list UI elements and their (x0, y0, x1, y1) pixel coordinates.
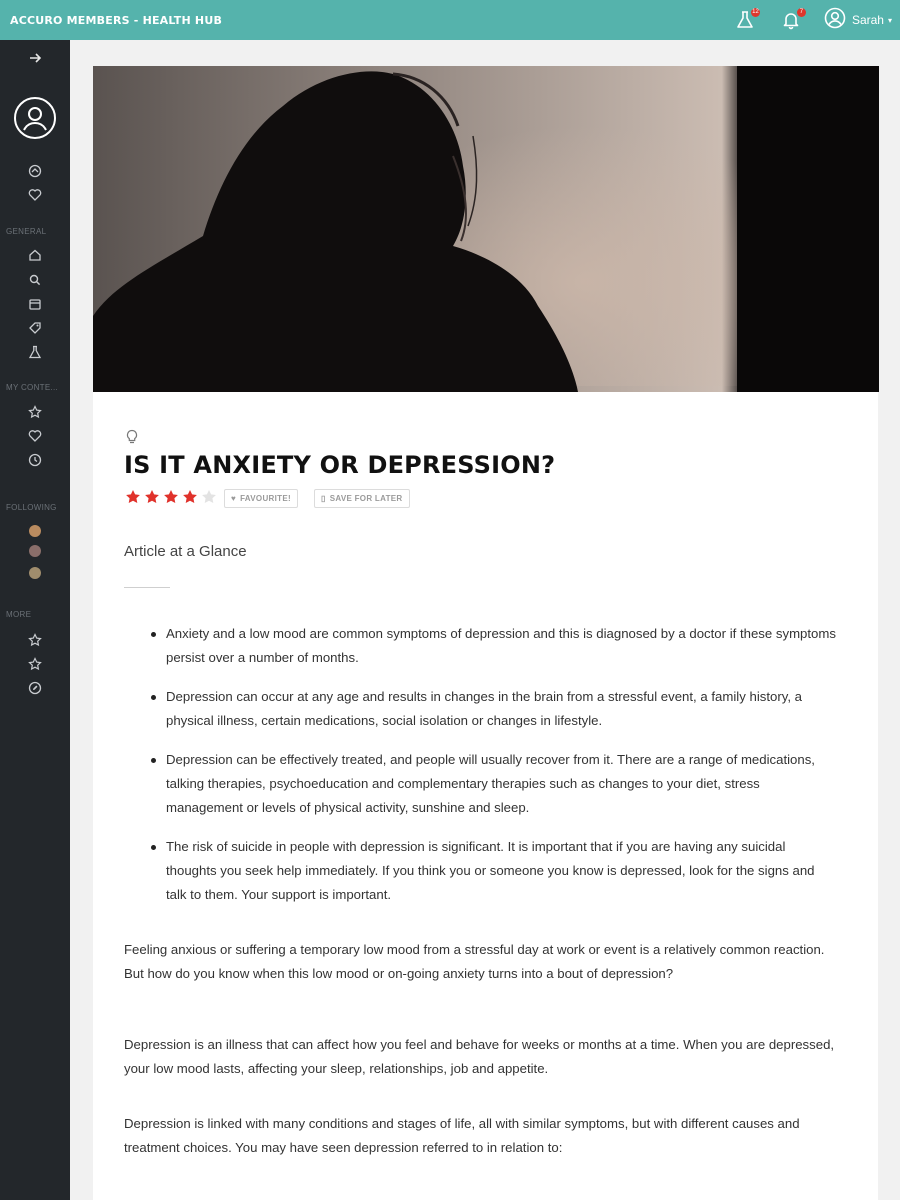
star-filled-icon[interactable] (163, 489, 179, 505)
user-menu[interactable] (824, 7, 892, 34)
user-name: Sarah (851, 13, 884, 27)
star-filled-icon[interactable] (144, 489, 160, 505)
star-filled-icon[interactable] (125, 489, 141, 505)
top-bar (0, 0, 900, 40)
save-for-later-label: SAVE FOR LATER (329, 494, 403, 503)
sidebar-toggle-arrow-icon[interactable] (27, 50, 43, 66)
lightbulb-icon (125, 429, 139, 445)
article-hero-image (93, 66, 879, 392)
bookmark-icon: ▯ (321, 494, 326, 503)
star-filled-icon[interactable] (182, 489, 198, 505)
clock-icon[interactable] (27, 452, 43, 468)
flask-badge: 12 (752, 9, 759, 15)
sidebar-section-my-content: MY CONTE... (6, 383, 59, 392)
calendar-icon[interactable] (27, 296, 43, 312)
list-item: Depression can be effectively treated, and people will usually recover from it. There are a range of medications, talking therapies, psychoeducation and complementary therapies such as changes to your diet, stress management or levels of physical activity, sunshine and sleep. (147, 748, 837, 820)
user-avatar-icon (824, 7, 846, 34)
star-empty-icon[interactable] (201, 489, 217, 505)
article-title: IS IT ANXIETY OR DEPRESSION? (124, 451, 556, 479)
chevron-down-icon: ▾ (887, 15, 892, 25)
list-item: The risk of suicide in people with depression is significant. It is important that if you are having any suicidal thoughts you seek help immediately. If you think you or someone you know is depressed, look for the signs and talk to them. Your support is important. (147, 835, 837, 907)
flask-icon[interactable] (734, 9, 759, 31)
list-item: Anxiety and a low mood are common symptoms of depression and this is diagnosed by a doctor if these symptoms persist over a number of months. (147, 622, 837, 670)
article-paragraph: Feeling anxious or suffering a temporary low mood from a stressful day at work or event is a relatively common reaction. But how do you know when this low mood or on-going anxiety turns into a bout of depression? (124, 942, 825, 981)
top-bar-actions (710, 0, 892, 40)
following-avatar[interactable] (29, 545, 41, 557)
following-avatar[interactable] (29, 525, 41, 537)
search-icon[interactable] (27, 272, 43, 288)
star-icon[interactable] (27, 404, 43, 420)
glance-heading: Article at a Glance (124, 543, 247, 560)
star-half-icon[interactable] (27, 656, 43, 672)
rating-stars[interactable] (125, 489, 220, 505)
glance-divider (124, 587, 170, 588)
favourite-label: FAVOURITE! (240, 494, 291, 503)
glance-bullet-list (147, 622, 837, 922)
star-outline-icon[interactable] (27, 632, 43, 648)
save-for-later-button[interactable] (314, 489, 410, 508)
heart-pulse-icon[interactable] (27, 187, 43, 203)
following-avatar[interactable] (29, 567, 41, 579)
bell-icon[interactable] (780, 9, 802, 31)
dashboard-icon[interactable] (27, 163, 43, 179)
edit-icon[interactable] (27, 680, 43, 696)
heart-icon: ♥ (231, 494, 237, 503)
sidebar-section-more: MORE (6, 610, 32, 619)
article-paragraph: Depression is linked with many conditions and stages of life, all with similar symptoms, but with different causes and treatment choices. You may have seen depression referred to in relation to: (124, 1116, 800, 1155)
sidebar-avatar[interactable] (14, 97, 56, 139)
sidebar-section-general: GENERAL (6, 227, 47, 236)
heart-icon[interactable] (27, 428, 43, 444)
list-item: Depression can occur at any age and results in changes in the brain from a stressful event, a family history, a physical illness, certain medications, social isolation or changes in lifestyle. (147, 685, 837, 733)
home-icon[interactable] (27, 247, 43, 263)
sidebar-section-following: FOLLOWING (6, 503, 57, 512)
tag-icon[interactable] (27, 320, 43, 336)
flask-nav-icon[interactable] (27, 344, 43, 360)
sidebar (0, 40, 70, 1200)
favourite-button[interactable] (224, 489, 298, 508)
bell-badge: 7 (797, 8, 806, 17)
article-paragraph: Depression is an illness that can affect how you feel and behave for weeks or months at a time. When you are depressed, your low mood lasts, affecting your sleep, relationships, job and appetite. (124, 1037, 835, 1076)
app-title[interactable]: ACCURO MEMBERS - HEALTH HUB (10, 13, 223, 27)
